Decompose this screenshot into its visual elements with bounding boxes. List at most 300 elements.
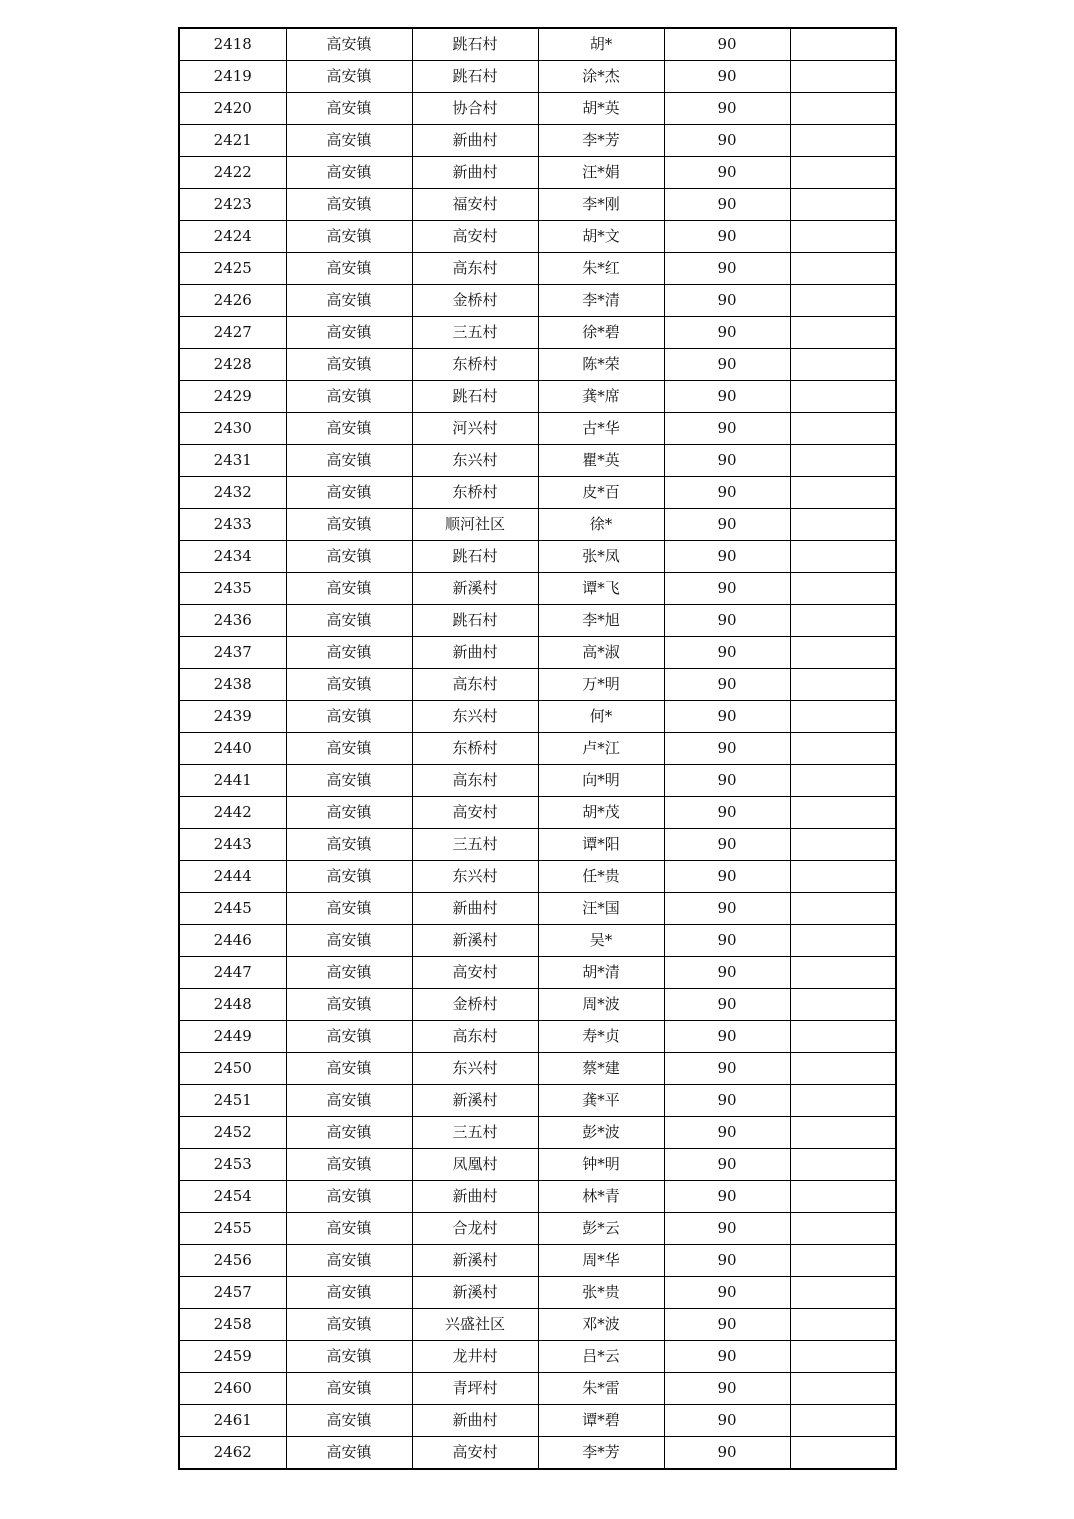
name-cell: 高*淑 [538,637,664,669]
town-cell: 高安镇 [286,1117,412,1149]
town-cell: 高安镇 [286,893,412,925]
amount-cell: 90 [664,733,790,765]
name-cell: 彭*波 [538,1117,664,1149]
amount-cell: 90 [664,925,790,957]
row-number-cell: 2454 [179,1181,286,1213]
amount-cell: 90 [664,253,790,285]
row-number-cell: 2419 [179,61,286,93]
table-row [179,125,896,157]
table-row [179,701,896,733]
row-number-cell: 2425 [179,253,286,285]
note-cell [790,125,896,157]
row-number-cell: 2450 [179,1053,286,1085]
amount-cell: 90 [664,317,790,349]
note-cell [790,1437,896,1470]
town-cell: 高安镇 [286,317,412,349]
name-cell: 任*贵 [538,861,664,893]
amount-cell: 90 [664,1117,790,1149]
amount-cell: 90 [664,285,790,317]
table-row [179,1373,896,1405]
note-cell [790,1277,896,1309]
note-cell [790,1181,896,1213]
row-number-cell: 2460 [179,1373,286,1405]
name-cell: 李*芳 [538,1437,664,1470]
village-cell: 新曲村 [412,893,538,925]
table-row [179,893,896,925]
name-cell: 张*贵 [538,1277,664,1309]
row-number-cell: 2442 [179,797,286,829]
amount-cell: 90 [664,1213,790,1245]
amount-cell: 90 [664,1245,790,1277]
amount-cell: 90 [664,541,790,573]
row-number-cell: 2432 [179,477,286,509]
village-cell: 高东村 [412,669,538,701]
table-row [179,861,896,893]
row-number-cell: 2426 [179,285,286,317]
village-cell: 新曲村 [412,1181,538,1213]
village-cell: 跳石村 [412,541,538,573]
amount-cell: 90 [664,605,790,637]
row-number-cell: 2431 [179,445,286,477]
table-row [179,1085,896,1117]
note-cell [790,253,896,285]
amount-cell: 90 [664,61,790,93]
name-cell: 李*芳 [538,125,664,157]
table-row [179,381,896,413]
village-cell: 高安村 [412,221,538,253]
note-cell [790,797,896,829]
table-row [179,1021,896,1053]
row-number-cell: 2424 [179,221,286,253]
village-cell: 跳石村 [412,605,538,637]
table-row [179,1309,896,1341]
name-cell: 古*华 [538,413,664,445]
table-row [179,189,896,221]
town-cell: 高安镇 [286,28,412,61]
note-cell [790,1245,896,1277]
name-cell: 徐*碧 [538,317,664,349]
town-cell: 高安镇 [286,861,412,893]
table-row [179,669,896,701]
town-cell: 高安镇 [286,157,412,189]
note-cell [790,1213,896,1245]
amount-cell: 90 [664,1405,790,1437]
amount-cell: 90 [664,573,790,605]
amount-cell: 90 [664,509,790,541]
village-cell: 东兴村 [412,861,538,893]
table-row [179,1117,896,1149]
village-cell: 青坪村 [412,1373,538,1405]
row-number-cell: 2462 [179,1437,286,1470]
amount-cell: 90 [664,93,790,125]
note-cell [790,605,896,637]
town-cell: 高安镇 [286,1053,412,1085]
name-cell: 涂*杰 [538,61,664,93]
amount-cell: 90 [664,157,790,189]
name-cell: 胡*茂 [538,797,664,829]
name-cell: 谭*碧 [538,1405,664,1437]
table-row [179,349,896,381]
amount-cell: 90 [664,637,790,669]
table-row [179,285,896,317]
roster-table [178,27,897,1470]
name-cell: 胡* [538,28,664,61]
row-number-cell: 2446 [179,925,286,957]
row-number-cell: 2459 [179,1341,286,1373]
town-cell: 高安镇 [286,1149,412,1181]
village-cell: 金桥村 [412,989,538,1021]
amount-cell: 90 [664,28,790,61]
village-cell: 新溪村 [412,573,538,605]
name-cell: 谭*飞 [538,573,664,605]
table-row [179,573,896,605]
town-cell: 高安镇 [286,733,412,765]
village-cell: 兴盛社区 [412,1309,538,1341]
row-number-cell: 2447 [179,957,286,989]
town-cell: 高安镇 [286,1021,412,1053]
note-cell [790,509,896,541]
town-cell: 高安镇 [286,1341,412,1373]
village-cell: 凤凰村 [412,1149,538,1181]
town-cell: 高安镇 [286,669,412,701]
amount-cell: 90 [664,1309,790,1341]
row-number-cell: 2456 [179,1245,286,1277]
name-cell: 何* [538,701,664,733]
row-number-cell: 2420 [179,93,286,125]
row-number-cell: 2449 [179,1021,286,1053]
village-cell: 东桥村 [412,349,538,381]
note-cell [790,1117,896,1149]
table-row [179,765,896,797]
name-cell: 李*清 [538,285,664,317]
note-cell [790,989,896,1021]
village-cell: 新溪村 [412,1085,538,1117]
village-cell: 新曲村 [412,1405,538,1437]
town-cell: 高安镇 [286,605,412,637]
row-number-cell: 2428 [179,349,286,381]
table-row [179,957,896,989]
name-cell: 林*青 [538,1181,664,1213]
table-row [179,1341,896,1373]
town-cell: 高安镇 [286,1213,412,1245]
table-row [179,28,896,61]
name-cell: 龚*平 [538,1085,664,1117]
amount-cell: 90 [664,125,790,157]
amount-cell: 90 [664,1341,790,1373]
town-cell: 高安镇 [286,221,412,253]
note-cell [790,733,896,765]
town-cell: 高安镇 [286,125,412,157]
name-cell: 张*凤 [538,541,664,573]
town-cell: 高安镇 [286,925,412,957]
village-cell: 三五村 [412,829,538,861]
table-row [179,1437,896,1470]
village-cell: 三五村 [412,317,538,349]
name-cell: 李*刚 [538,189,664,221]
village-cell: 高东村 [412,765,538,797]
town-cell: 高安镇 [286,509,412,541]
village-cell: 金桥村 [412,285,538,317]
town-cell: 高安镇 [286,1309,412,1341]
table-row [179,157,896,189]
amount-cell: 90 [664,445,790,477]
amount-cell: 90 [664,189,790,221]
village-cell: 东桥村 [412,477,538,509]
village-cell: 高东村 [412,1021,538,1053]
name-cell: 吕*云 [538,1341,664,1373]
note-cell [790,93,896,125]
table-row [179,1053,896,1085]
town-cell: 高安镇 [286,797,412,829]
town-cell: 高安镇 [286,1405,412,1437]
town-cell: 高安镇 [286,989,412,1021]
village-cell: 跳石村 [412,28,538,61]
village-cell: 跳石村 [412,61,538,93]
name-cell: 李*旭 [538,605,664,637]
name-cell: 瞿*英 [538,445,664,477]
row-number-cell: 2443 [179,829,286,861]
name-cell: 谭*阳 [538,829,664,861]
village-cell: 新曲村 [412,157,538,189]
row-number-cell: 2452 [179,1117,286,1149]
note-cell [790,861,896,893]
town-cell: 高安镇 [286,829,412,861]
name-cell: 胡*英 [538,93,664,125]
note-cell [790,957,896,989]
village-cell: 东兴村 [412,1053,538,1085]
name-cell: 胡*文 [538,221,664,253]
row-number-cell: 2440 [179,733,286,765]
note-cell [790,1085,896,1117]
village-cell: 合龙村 [412,1213,538,1245]
name-cell: 寿*贞 [538,1021,664,1053]
amount-cell: 90 [664,1373,790,1405]
town-cell: 高安镇 [286,1277,412,1309]
amount-cell: 90 [664,477,790,509]
amount-cell: 90 [664,1053,790,1085]
note-cell [790,349,896,381]
note-cell [790,221,896,253]
name-cell: 皮*百 [538,477,664,509]
village-cell: 高东村 [412,253,538,285]
amount-cell: 90 [664,669,790,701]
town-cell: 高安镇 [286,541,412,573]
name-cell: 邓*波 [538,1309,664,1341]
name-cell: 汪*娟 [538,157,664,189]
note-cell [790,1149,896,1181]
table-row [179,93,896,125]
roster-table-body [179,28,896,1469]
table-row [179,1245,896,1277]
note-cell [790,61,896,93]
table-row [179,1181,896,1213]
village-cell: 新溪村 [412,925,538,957]
note-cell [790,381,896,413]
name-cell: 朱*红 [538,253,664,285]
table-row [179,1405,896,1437]
row-number-cell: 2430 [179,413,286,445]
note-cell [790,317,896,349]
table-row [179,829,896,861]
village-cell: 新溪村 [412,1245,538,1277]
table-row [179,413,896,445]
town-cell: 高安镇 [286,701,412,733]
amount-cell: 90 [664,381,790,413]
name-cell: 彭*云 [538,1213,664,1245]
note-cell [790,893,896,925]
village-cell: 高安村 [412,1437,538,1470]
name-cell: 向*明 [538,765,664,797]
village-cell: 跳石村 [412,381,538,413]
amount-cell: 90 [664,989,790,1021]
village-cell: 三五村 [412,1117,538,1149]
note-cell [790,285,896,317]
name-cell: 朱*雷 [538,1373,664,1405]
note-cell [790,413,896,445]
table-row [179,1277,896,1309]
name-cell: 龚*席 [538,381,664,413]
amount-cell: 90 [664,1149,790,1181]
town-cell: 高安镇 [286,637,412,669]
village-cell: 协合村 [412,93,538,125]
name-cell: 周*波 [538,989,664,1021]
name-cell: 万*明 [538,669,664,701]
amount-cell: 90 [664,1085,790,1117]
town-cell: 高安镇 [286,445,412,477]
amount-cell: 90 [664,1277,790,1309]
note-cell [790,1021,896,1053]
village-cell: 东桥村 [412,733,538,765]
name-cell: 汪*国 [538,893,664,925]
note-cell [790,1309,896,1341]
note-cell [790,573,896,605]
table-row [179,605,896,637]
table-row [179,221,896,253]
note-cell [790,1341,896,1373]
row-number-cell: 2441 [179,765,286,797]
row-number-cell: 2437 [179,637,286,669]
table-row [179,541,896,573]
table-row [179,317,896,349]
note-cell [790,925,896,957]
row-number-cell: 2422 [179,157,286,189]
table-row [179,925,896,957]
row-number-cell: 2448 [179,989,286,1021]
note-cell [790,445,896,477]
note-cell [790,189,896,221]
row-number-cell: 2433 [179,509,286,541]
row-number-cell: 2418 [179,28,286,61]
town-cell: 高安镇 [286,285,412,317]
name-cell: 卢*江 [538,733,664,765]
village-cell: 高安村 [412,957,538,989]
amount-cell: 90 [664,861,790,893]
amount-cell: 90 [664,413,790,445]
note-cell [790,28,896,61]
row-number-cell: 2461 [179,1405,286,1437]
table-row [179,61,896,93]
row-number-cell: 2438 [179,669,286,701]
table-row [179,989,896,1021]
town-cell: 高安镇 [286,765,412,797]
note-cell [790,669,896,701]
row-number-cell: 2421 [179,125,286,157]
village-cell: 高安村 [412,797,538,829]
amount-cell: 90 [664,701,790,733]
row-number-cell: 2434 [179,541,286,573]
note-cell [790,157,896,189]
town-cell: 高安镇 [286,477,412,509]
row-number-cell: 2457 [179,1277,286,1309]
village-cell: 东兴村 [412,445,538,477]
town-cell: 高安镇 [286,61,412,93]
row-number-cell: 2444 [179,861,286,893]
town-cell: 高安镇 [286,1373,412,1405]
amount-cell: 90 [664,349,790,381]
note-cell [790,1053,896,1085]
table-row [179,477,896,509]
note-cell [790,829,896,861]
village-cell: 新曲村 [412,637,538,669]
town-cell: 高安镇 [286,1245,412,1277]
village-cell: 河兴村 [412,413,538,445]
table-row [179,733,896,765]
town-cell: 高安镇 [286,413,412,445]
table-row [179,509,896,541]
row-number-cell: 2427 [179,317,286,349]
row-number-cell: 2453 [179,1149,286,1181]
table-row [179,445,896,477]
row-number-cell: 2436 [179,605,286,637]
name-cell: 钟*明 [538,1149,664,1181]
row-number-cell: 2451 [179,1085,286,1117]
row-number-cell: 2423 [179,189,286,221]
note-cell [790,701,896,733]
table-row [179,253,896,285]
name-cell: 胡*清 [538,957,664,989]
amount-cell: 90 [664,221,790,253]
row-number-cell: 2429 [179,381,286,413]
town-cell: 高安镇 [286,253,412,285]
note-cell [790,477,896,509]
row-number-cell: 2439 [179,701,286,733]
note-cell [790,541,896,573]
amount-cell: 90 [664,829,790,861]
table-row [179,1213,896,1245]
name-cell: 徐* [538,509,664,541]
amount-cell: 90 [664,765,790,797]
town-cell: 高安镇 [286,957,412,989]
row-number-cell: 2435 [179,573,286,605]
amount-cell: 90 [664,1021,790,1053]
table-row [179,1149,896,1181]
town-cell: 高安镇 [286,349,412,381]
town-cell: 高安镇 [286,1437,412,1470]
village-cell: 龙井村 [412,1341,538,1373]
name-cell: 吴* [538,925,664,957]
town-cell: 高安镇 [286,381,412,413]
row-number-cell: 2455 [179,1213,286,1245]
village-cell: 新曲村 [412,125,538,157]
row-number-cell: 2445 [179,893,286,925]
village-cell: 顺河社区 [412,509,538,541]
table-row [179,797,896,829]
note-cell [790,765,896,797]
amount-cell: 90 [664,893,790,925]
village-cell: 东兴村 [412,701,538,733]
village-cell: 新溪村 [412,1277,538,1309]
town-cell: 高安镇 [286,93,412,125]
